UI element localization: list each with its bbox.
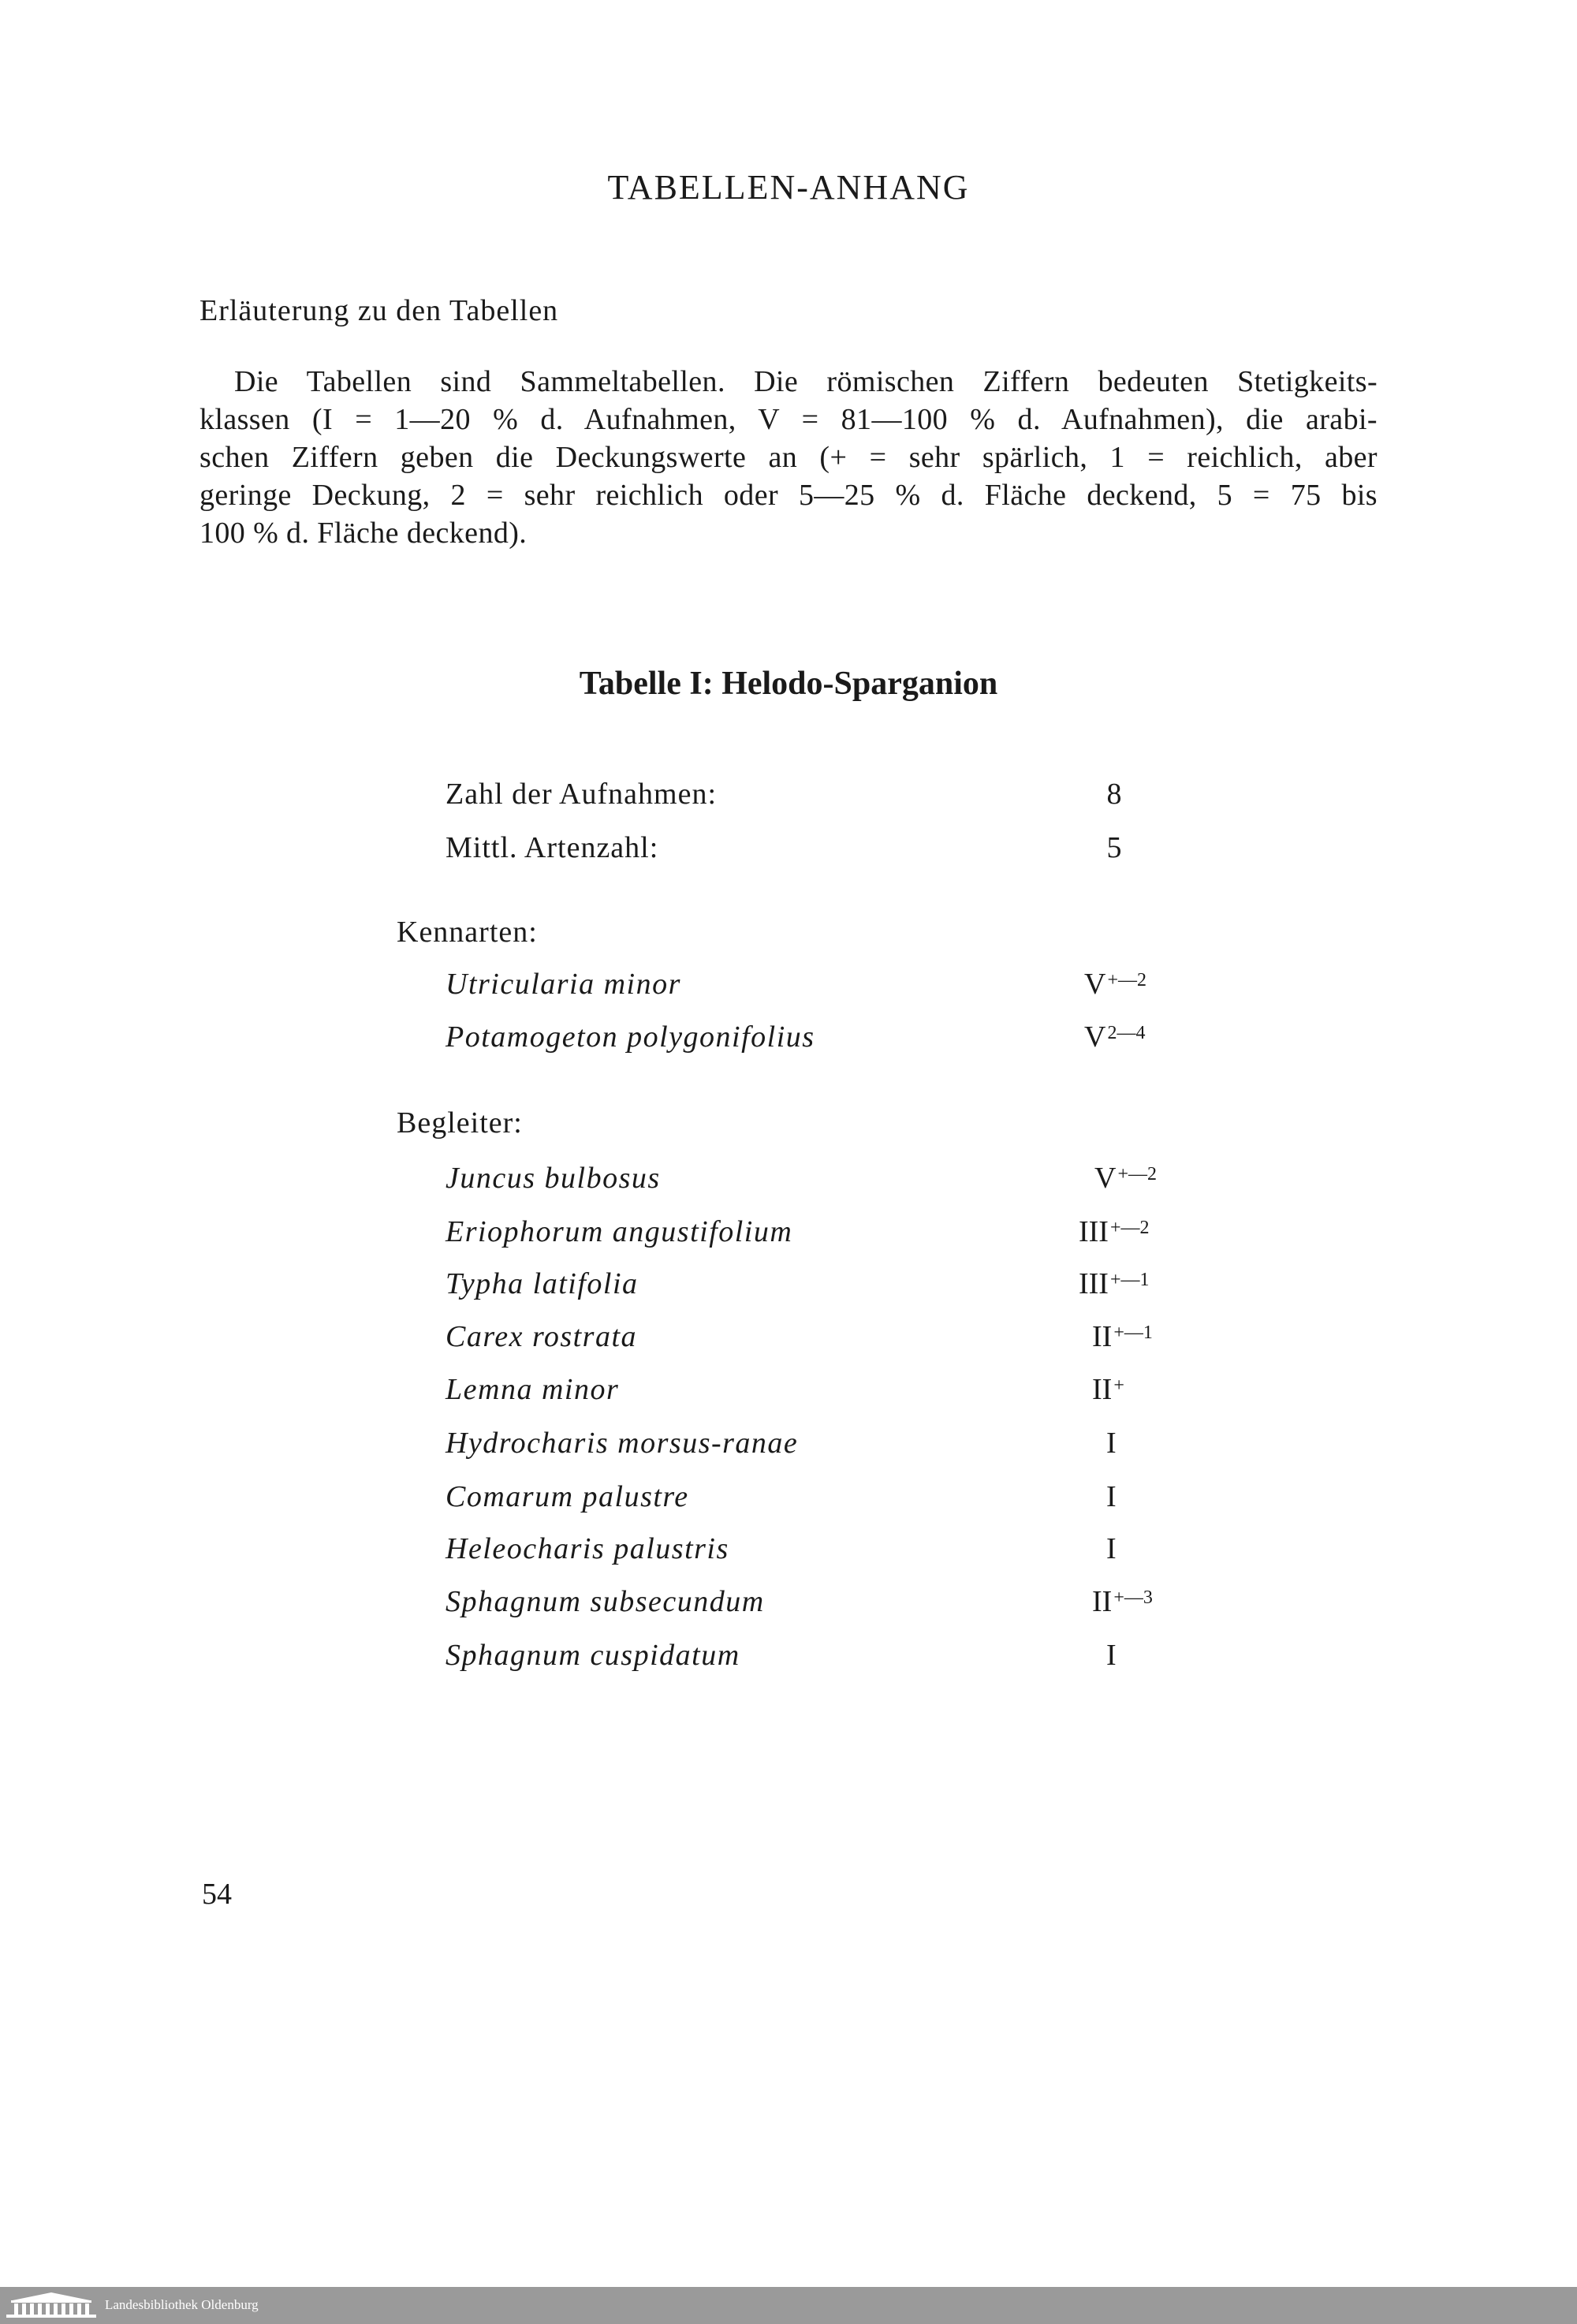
class-numeral: V xyxy=(1084,1020,1106,1054)
class-numeral: V xyxy=(1084,968,1106,1001)
constancy-class xyxy=(1079,1266,1150,1301)
paragraph-line: geringe Deckung, 2 = sehr reichlich oder 5—25 % d. Fläche deckend, 5 = 75 bis xyxy=(199,479,1378,512)
page-number: 54 xyxy=(202,1878,232,1911)
class-numeral: I xyxy=(1106,1480,1117,1513)
constancy-class xyxy=(1106,1426,1117,1460)
constancy-class xyxy=(1106,1638,1117,1673)
cover-value: +—2 xyxy=(1109,1218,1150,1238)
constancy-class xyxy=(1092,1372,1124,1407)
species-name: Eriophorum angustifolium xyxy=(446,1215,793,1248)
species-name: Heleocharis palustris xyxy=(446,1532,729,1565)
species-name: Hydrocharis morsus-ranae xyxy=(446,1427,799,1460)
class-numeral: II xyxy=(1092,1585,1113,1618)
constancy-class xyxy=(1106,1531,1117,1566)
stat-value: 8 xyxy=(1106,778,1122,811)
constancy-class xyxy=(1094,1161,1157,1196)
constancy-class xyxy=(1084,1020,1145,1054)
page-heading: TABELLEN-ANHANG xyxy=(607,168,970,207)
footer-label: Landesbibliothek Oldenburg xyxy=(105,2297,259,2312)
stat-label: Zahl der Aufnahmen: xyxy=(446,778,718,811)
species-name: Sphagnum cuspidatum xyxy=(446,1639,740,1672)
table-title: Tabelle I: Helodo-Sparganion xyxy=(579,666,998,702)
constancy-class xyxy=(1092,1584,1153,1619)
species-name: Comarum palustre xyxy=(446,1480,689,1513)
paragraph-line: klassen (I = 1—20 % d. Aufnahmen, V = 81—100 % d. Aufnahmen), die arabi- xyxy=(199,403,1378,436)
explanation-heading: Erläuterung zu den Tabellen xyxy=(199,294,559,327)
section-label: Kennarten: xyxy=(397,916,538,949)
constancy-class xyxy=(1092,1319,1153,1354)
class-numeral: I xyxy=(1106,1427,1117,1460)
cover-value: + xyxy=(1113,1375,1124,1396)
cover-value: +—1 xyxy=(1113,1322,1153,1343)
section-label: Begleiter: xyxy=(397,1106,523,1140)
paragraph-line: schen Ziffern geben die Deckungswerte an (+ = sehr spärlich, 1 = reichlich, aber xyxy=(199,441,1378,474)
class-numeral: V xyxy=(1094,1162,1117,1195)
species-name: Potamogeton polygonifolius xyxy=(446,1020,815,1054)
stat-value: 5 xyxy=(1106,831,1122,864)
paragraph-line: 100 % d. Fläche deckend). xyxy=(199,517,528,550)
class-numeral: I xyxy=(1106,1532,1117,1565)
species-name: Sphagnum subsecundum xyxy=(446,1585,765,1618)
class-numeral: III xyxy=(1079,1267,1109,1300)
class-numeral: I xyxy=(1106,1639,1117,1672)
paragraph-line: Die Tabellen sind Sammeltabellen. Die römischen Ziffern bedeuten Stetigkeits- xyxy=(234,365,1378,398)
constancy-class xyxy=(1106,1479,1117,1514)
cover-value: +—2 xyxy=(1107,970,1146,990)
class-numeral: II xyxy=(1092,1320,1113,1353)
constancy-class xyxy=(1079,1214,1150,1249)
cover-value: +—1 xyxy=(1109,1270,1150,1290)
species-name: Utricularia minor xyxy=(446,968,681,1001)
cover-value: +—3 xyxy=(1113,1587,1153,1608)
class-numeral: II xyxy=(1092,1373,1113,1406)
constancy-class xyxy=(1084,967,1146,1002)
cover-value: +—2 xyxy=(1117,1164,1157,1184)
explanation-paragraph xyxy=(199,363,1378,552)
footer-bar xyxy=(0,2287,1577,2324)
species-name: Carex rostrata xyxy=(446,1320,638,1353)
species-name: Juncus bulbosus xyxy=(446,1162,661,1195)
species-name: Typha latifolia xyxy=(446,1267,639,1300)
stat-label: Mittl. Artenzahl: xyxy=(446,831,659,864)
class-numeral: III xyxy=(1079,1215,1109,1248)
cover-value: 2—4 xyxy=(1107,1023,1146,1043)
species-name: Lemna minor xyxy=(446,1373,620,1406)
library-building-icon xyxy=(5,2291,98,2319)
